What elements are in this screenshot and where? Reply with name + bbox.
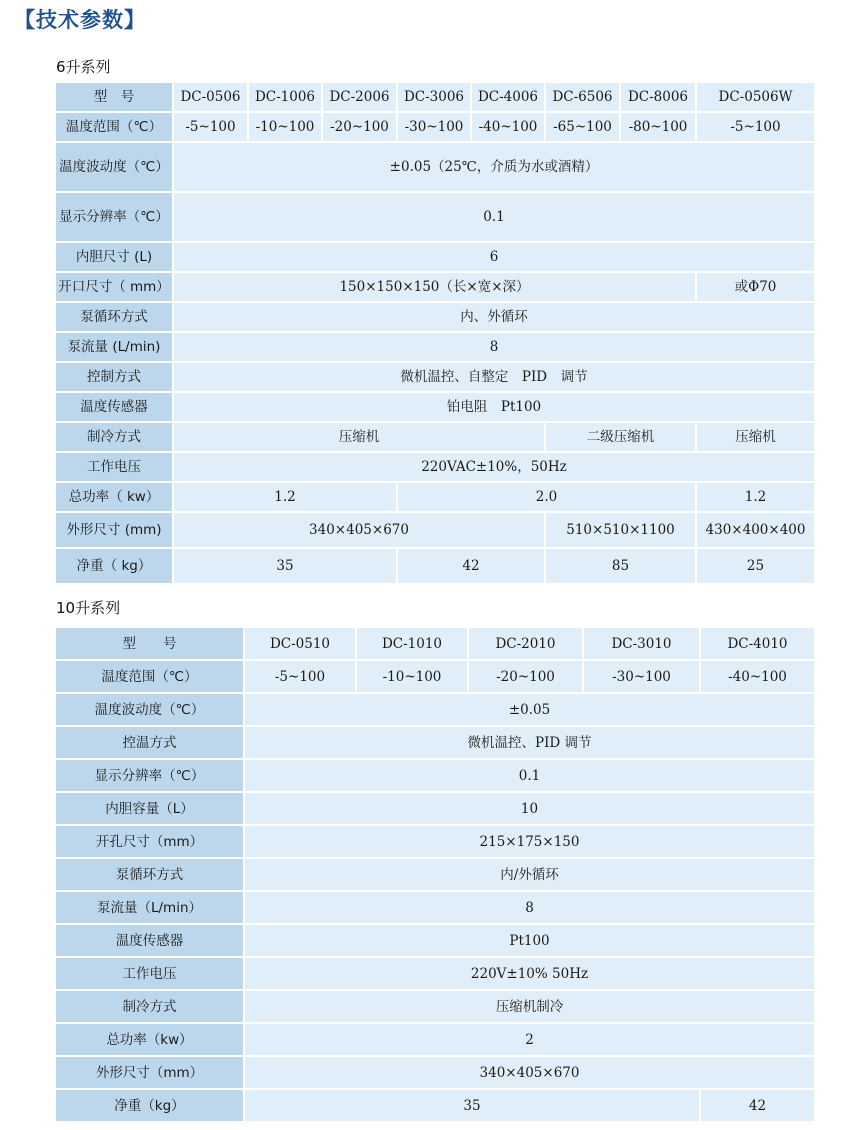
table-row [55,957,815,990]
spec-table-6l [54,81,816,585]
value-cell: 340×405×670 [173,512,545,548]
row-label: 制冷方式 [55,422,173,452]
table-row [55,142,815,192]
value-cell: -30~100 [397,112,471,142]
value-cell: -65~100 [545,112,620,142]
row-label: 内胆尺寸 (L) [55,242,173,272]
row-label: 开孔尺寸（mm） [55,825,244,858]
table-row [55,924,815,957]
value-cell: -20~100 [468,660,583,693]
value-cell: Pt100 [244,924,815,957]
value-cell: DC-1006 [248,82,322,112]
table-row [55,512,815,548]
table-row [55,660,815,693]
value-cell: DC-0506W [696,82,815,112]
value-cell: DC-2006 [322,82,397,112]
value-cell: 42 [397,548,545,584]
value-cell: -10~100 [356,660,468,693]
table-row [55,858,815,891]
table-row [55,422,815,452]
table-row [55,82,815,112]
table-row [55,627,815,660]
row-label: 净重（kg） [55,1089,244,1122]
table-row [55,792,815,825]
value-cell: DC-0510 [244,627,356,660]
value-cell: 内/外循环 [244,858,815,891]
value-cell: DC-4006 [471,82,545,112]
row-label: 显示分辨率（℃） [55,192,173,242]
value-cell: 内、外循环 [173,302,815,332]
value-cell: 或Φ70 [696,272,815,302]
table-row [55,1023,815,1056]
value-cell: 35 [244,1089,700,1122]
row-label: 型 号 [55,627,244,660]
table-row [55,332,815,362]
value-cell: ±0.05 [244,693,815,726]
value-cell: 8 [173,332,815,362]
value-cell: 35 [173,548,397,584]
value-cell: 二级压缩机 [545,422,696,452]
value-cell: 压缩机 [696,422,815,452]
value-cell: 25 [696,548,815,584]
table-row [55,759,815,792]
value-cell: 220V±10% 50Hz [244,957,815,990]
value-cell: 0.1 [244,759,815,792]
value-cell: -5~100 [173,112,248,142]
value-cell: 510×510×1100 [545,512,696,548]
row-label: 型 号 [55,82,173,112]
value-cell: 215×175×150 [244,825,815,858]
table-row [55,302,815,332]
row-label: 工作电压 [55,957,244,990]
table-row [55,693,815,726]
table-row [55,1089,815,1122]
value-cell: DC-6506 [545,82,620,112]
row-label: 泵循环方式 [55,302,173,332]
value-cell: 220VAC±10%，50Hz [173,452,815,482]
table-row [55,362,815,392]
row-label: 温度范围（℃） [55,112,173,142]
row-label: 泵循环方式 [55,858,244,891]
table-row [55,891,815,924]
value-cell: 微机温控、PID 调节 [244,726,815,759]
value-cell: ±0.05（25℃，介质为水或酒精） [173,142,815,192]
row-label: 总功率（kw） [55,1023,244,1056]
series-6l-title: 6升系列 [56,58,111,76]
row-label: 温度波动度（℃） [55,693,244,726]
table-row [55,482,815,512]
value-cell: -40~100 [471,112,545,142]
value-cell: 85 [545,548,696,584]
value-cell: 1.2 [696,482,815,512]
row-label: 温度波动度（℃） [55,142,173,192]
table-row [55,452,815,482]
value-cell: -10~100 [248,112,322,142]
table-row [55,1056,815,1089]
value-cell: 1.2 [173,482,397,512]
value-cell: DC-0506 [173,82,248,112]
table-row [55,825,815,858]
row-label: 外形尺寸（mm） [55,1056,244,1089]
value-cell: 微机温控、自整定 PID 调节 [173,362,815,392]
value-cell: -30~100 [583,660,700,693]
series-10l-title: 10升系列 [56,599,121,617]
row-label: 泵流量 (L/min) [55,332,173,362]
row-label: 泵流量（L/min） [55,891,244,924]
row-label: 显示分辨率（℃） [55,759,244,792]
table-row [55,112,815,142]
value-cell: DC-4010 [700,627,815,660]
value-cell: -5~100 [244,660,356,693]
value-cell: 150×150×150（长×宽×深） [173,272,696,302]
value-cell: DC-8006 [620,82,696,112]
row-label: 制冷方式 [55,990,244,1023]
row-label: 温度传感器 [55,924,244,957]
value-cell: 6 [173,242,815,272]
table-row [55,726,815,759]
value-cell: DC-1010 [356,627,468,660]
table-row [55,192,815,242]
value-cell: -40~100 [700,660,815,693]
row-label: 总功率（ kw） [55,482,173,512]
value-cell: 10 [244,792,815,825]
value-cell: DC-3010 [583,627,700,660]
value-cell: 2 [244,1023,815,1056]
table-row [55,392,815,422]
value-cell: 340×405×670 [244,1056,815,1089]
row-label: 开口尺寸（ mm） [55,272,173,302]
value-cell: 压缩机制冷 [244,990,815,1023]
row-label: 控制方式 [55,362,173,392]
section-heading: 【技术参数】 [14,8,146,32]
value-cell: DC-2010 [468,627,583,660]
row-label: 工作电压 [55,452,173,482]
value-cell: 8 [244,891,815,924]
value-cell: DC-3006 [397,82,471,112]
table-row [55,272,815,302]
table-row [55,548,815,584]
value-cell: -20~100 [322,112,397,142]
row-label: 控温方式 [55,726,244,759]
value-cell: 铂电阻 Pt100 [173,392,815,422]
row-label: 温度传感器 [55,392,173,422]
row-label: 温度范围（℃） [55,660,244,693]
value-cell: 2.0 [397,482,696,512]
value-cell: -5~100 [696,112,815,142]
value-cell: -80~100 [620,112,696,142]
table-row [55,242,815,272]
spec-table-10l [54,626,816,1123]
row-label: 净重（ kg） [55,548,173,584]
value-cell: 0.1 [173,192,815,242]
value-cell: 430×400×400 [696,512,815,548]
row-label: 外形尺寸 (mm) [55,512,173,548]
value-cell: 压缩机 [173,422,545,452]
row-label: 内胆容量（L） [55,792,244,825]
table-row [55,990,815,1023]
value-cell: 42 [700,1089,815,1122]
